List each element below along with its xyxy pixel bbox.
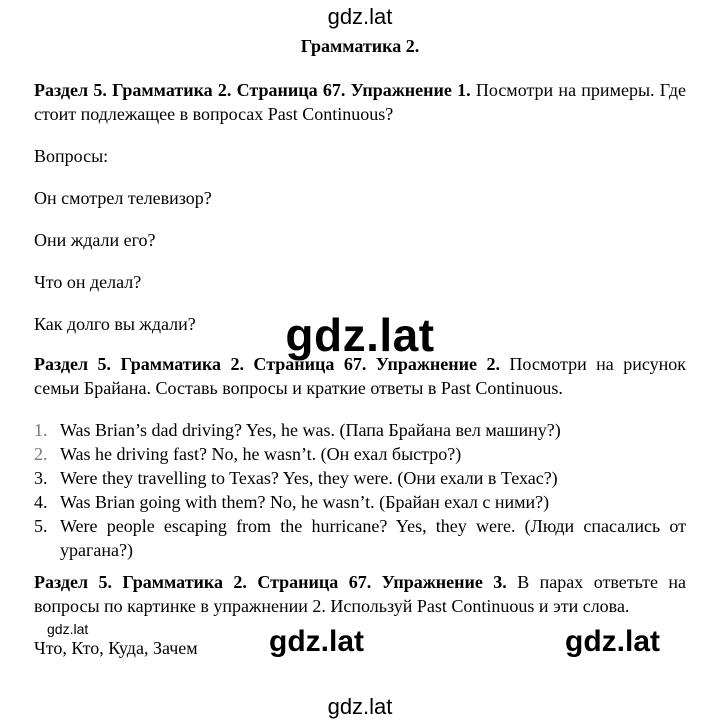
exercise-3-task	[34, 570, 686, 618]
list-item	[34, 466, 686, 490]
item-text: Was Brian going with them? No, he wasn’t. (Брайан ехал с ними?)	[60, 492, 550, 512]
question-line: Как долго вы ждали?	[34, 314, 196, 334]
list-item	[34, 442, 686, 466]
exercise-1-text: Посмотри на примеры. Где стоит подлежащее в вопросах Past Continuous?	[34, 80, 686, 124]
exercise-2-heading: Раздел 5. Грамматика 2. Страница 67. Упражнение 2.	[34, 354, 500, 374]
answers-list	[34, 418, 686, 562]
page-title: Грамматика 2.	[300, 36, 420, 56]
questions-label: Вопросы:	[34, 146, 109, 166]
watermark-middle: gdz.lat	[285, 309, 435, 361]
list-item	[34, 514, 686, 562]
exercise-3-text: В парах ответьте на вопросы по картинке в упражнении 2. Используй Past Continuous и эти слова.	[34, 572, 686, 616]
exercise-2-text: Посмотри на рисунок семьи Брайана. Составь вопросы и краткие ответы в Past Continuous.	[34, 354, 686, 398]
item-text: Were they travelling to Texas? Yes, they were. (Они ехали в Техас?)	[60, 468, 558, 488]
watermark-bottom-right: gdz.lat	[565, 625, 660, 658]
item-number: 2.	[34, 444, 48, 464]
item-number: 3.	[34, 468, 48, 488]
list-item	[34, 490, 686, 514]
watermark-bottom: gdz.lat	[327, 694, 393, 719]
exercise-1-task	[34, 78, 686, 126]
watermark-top: gdz.lat	[327, 4, 393, 29]
question-line: Они ждали его?	[34, 230, 156, 250]
item-text: Was he driving fast? No, he wasn’t. (Он ехал быстро?)	[60, 444, 462, 464]
exercise-3-heading: Раздел 5. Грамматика 2. Страница 67. Упражнение 3.	[34, 572, 507, 592]
item-number: 1.	[34, 420, 48, 440]
item-number: 4.	[34, 492, 48, 512]
exercise-1-heading: Раздел 5. Грамматика 2. Страница 67. Упражнение 1.	[34, 80, 471, 100]
item-text: Was Brian’s dad driving? Yes, he was. (Папа Брайана вел машину?)	[60, 420, 561, 440]
question-words: Что, Кто, Куда, Зачем	[34, 638, 198, 658]
question-line: Он смотрел телевизор?	[34, 188, 212, 208]
item-text: Were people escaping from the hurricane? Yes, they were. (Люди спасались от урагана?)	[60, 516, 686, 560]
item-number: 5.	[34, 516, 48, 536]
watermark-bottom-left: gdz.lat	[269, 625, 364, 658]
question-line: Что он делал?	[34, 272, 142, 292]
list-item	[34, 418, 686, 442]
watermark-small: gdz.lat	[47, 621, 89, 637]
